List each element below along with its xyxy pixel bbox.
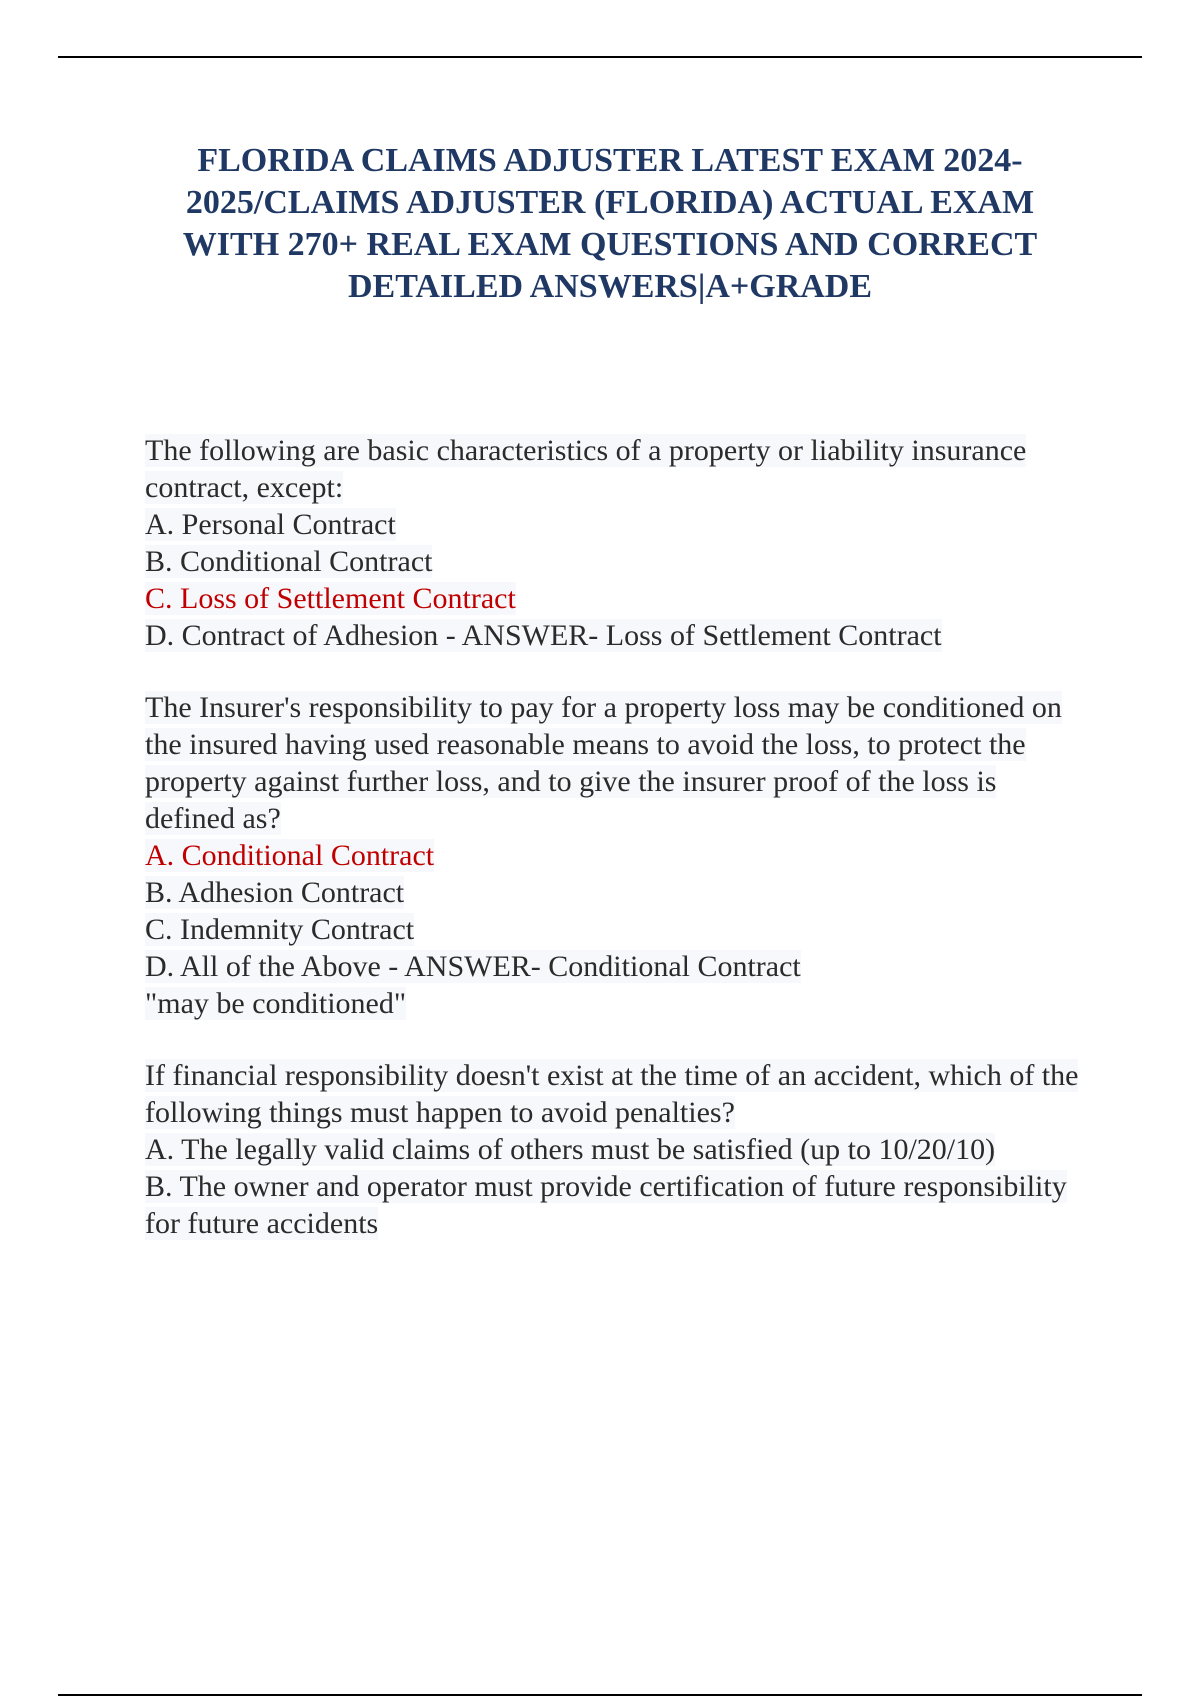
question-1-option-b: B. Conditional Contract [145, 545, 433, 578]
question-2-option-c: C. Indemnity Contract [145, 913, 415, 946]
question-2 [145, 689, 1085, 1022]
question-1 [145, 432, 1085, 654]
question-1-option-a: A. Personal Contract [145, 508, 396, 541]
question-3 [145, 1057, 1085, 1242]
question-2-option-a-correct: A. Conditional Contract [145, 839, 435, 872]
question-2-stem: The Insurer's responsibility to pay for a property loss may be conditioned on the insured having used reasonable means to avoid the loss, to protect the property against further loss, and to give the insurer proof of the loss is defined as? [145, 691, 1062, 835]
question-3-option-b: B. The owner and operator must provide certification of future responsibility for future accidents [145, 1170, 1067, 1240]
question-1-option-c-correct: C. Loss of Settlement Contract [145, 582, 516, 615]
question-2-option-b: B. Adhesion Contract [145, 876, 405, 909]
document-title: FLORIDA CLAIMS ADJUSTER LATEST EXAM 2024-2025/CLAIMS ADJUSTER (FLORIDA) ACTUAL EXAM WITH 270+ REAL EXAM QUESTIONS AND CORRECT DETAILED ANSWERS|A+GRADE [182, 142, 1038, 305]
question-2-option-d-answer: D. All of the Above - ANSWER- Conditional Contract [145, 950, 801, 983]
question-3-stem: If financial responsibility doesn't exist at the time of an accident, which of the following things must happen to avoid penalties? [145, 1059, 1079, 1129]
question-1-stem: The following are basic characteristics of a property or liability insurance contract, except: [145, 434, 1027, 504]
bottom-rule [58, 1694, 1142, 1696]
question-3-option-a: A. The legally valid claims of others must be satisfied (up to 10/20/10) [145, 1133, 996, 1166]
question-2-note: "may be conditioned" [145, 987, 407, 1020]
top-rule [58, 56, 1142, 58]
document-body [145, 432, 1085, 1277]
question-1-option-d-answer: D. Contract of Adhesion - ANSWER- Loss of Settlement Contract [145, 619, 942, 652]
